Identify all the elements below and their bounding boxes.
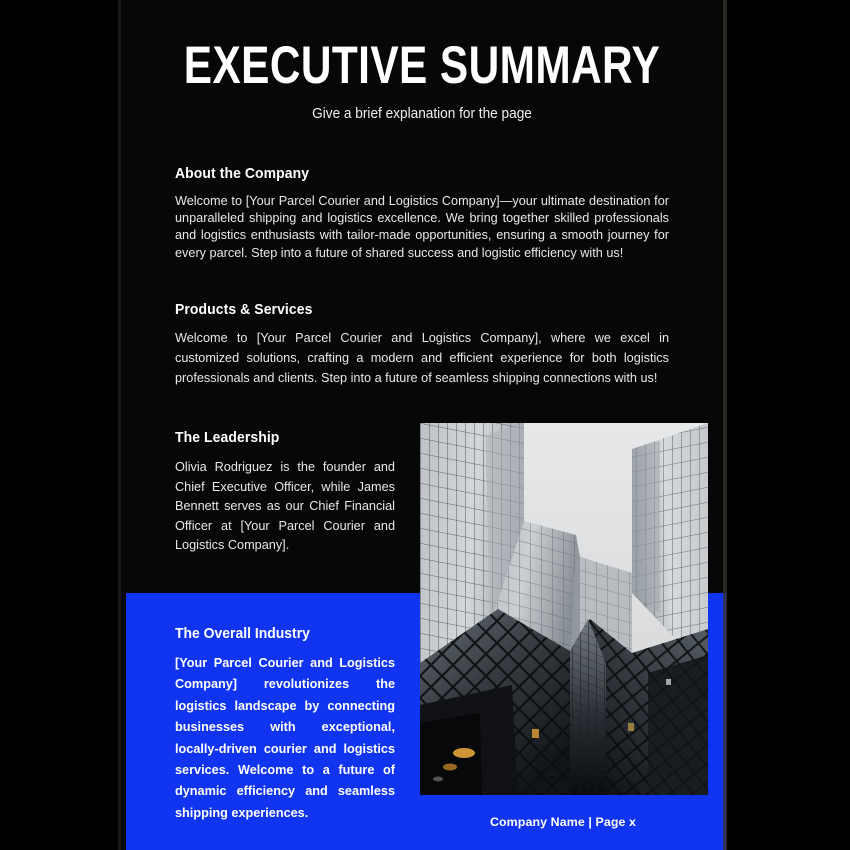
page-edge-left [118, 0, 121, 850]
section-body-about: Welcome to [Your Parcel Courier and Logistics Company]—your ultimate destination for unparalleled shipping and logistics excellence. We bring together skilled professionals and logistics enthusiasts with tailor-made opportunities, ensuring a smooth journey for every parcel. Step into a future of shared success and logistic efficiency with us! [175, 194, 669, 260]
section-heading-about: About the Company [175, 165, 310, 182]
page-edge-right [723, 0, 727, 850]
section-heading-products: Products & Services [175, 301, 313, 318]
section-body-leadership: Olivia Rodriguez is the founder and Chief Executive Officer, while James Bennett serves as our Chief Financial Officer at [Your Parcel Courier and Logistics Company]. [175, 460, 395, 553]
document-page [118, 0, 726, 850]
section-body-products: Welcome to [Your Parcel Courier and Logistics Company], where we excel in customized solutions, crafting a modern and efficient experience for both logistics professionals and clients. Step into a future of seamless shipping connections with us! [175, 331, 669, 385]
page-title: EXECUTIVE SUMMARY [183, 36, 661, 95]
page-subtitle: Give a brief explanation for the page [312, 106, 532, 122]
skyscraper-photo [420, 423, 708, 795]
section-body-industry: [Your Parcel Courier and Logistics Company] revolutionizes the logistics landscape by connecting businesses with exceptional, locally-driven courier and logistics services. Welcome to a future of dynamic efficiency and seamless shipping experiences. [175, 656, 395, 820]
section-heading-leadership: The Leadership [175, 429, 280, 446]
section-heading-industry: The Overall Industry [175, 625, 310, 642]
page-footer: Company Name | Page x [489, 815, 637, 829]
